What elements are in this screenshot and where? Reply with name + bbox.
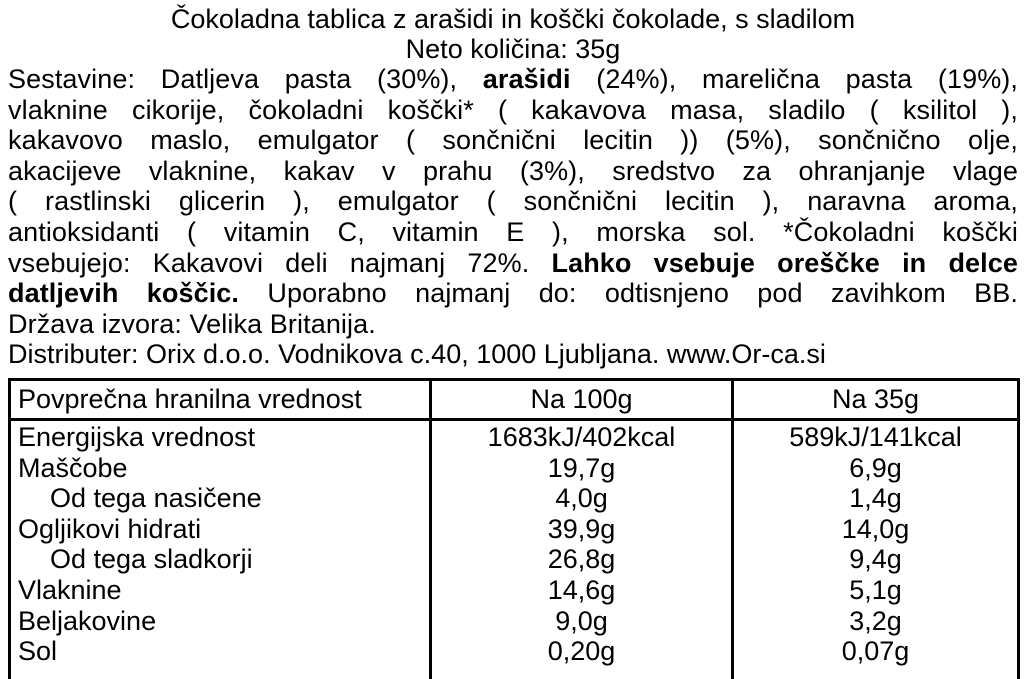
value-per-100g: 4,0g — [555, 483, 608, 514]
table-row — [8, 544, 1020, 575]
allergen-highlight: arašidi — [482, 64, 571, 94]
ingredients-text — [8, 64, 1018, 339]
nutrient-name: Energijska vrednost — [18, 422, 256, 452]
column-header-nutrient: Povprečna hranilna vrednost — [18, 384, 362, 414]
table-row — [8, 453, 1020, 484]
value-per-100g: 26,8g — [547, 544, 616, 575]
table-row — [8, 606, 1020, 637]
table-row — [8, 514, 1020, 545]
column-header-per-100g: Na 100g — [530, 384, 633, 414]
value-per-35g: 9,4g — [849, 544, 902, 575]
ingredients-line — [8, 248, 1018, 279]
value-per-100g: 19,7g — [547, 452, 616, 483]
product-title: Čokoladna tablica z arašidi in koščki čokolade, s sladilom — [170, 4, 856, 34]
nutrient-name: Beljakovine — [18, 605, 157, 636]
ingredients-line: antioksidanti ( vitamin C, vitamin E ), morska sol. *Čokoladni koščki — [8, 216, 1018, 247]
nutrient-name: Od tega sladkorji — [50, 544, 253, 575]
value-per-35g: 5,1g — [849, 574, 902, 605]
column-header-per-35g: Na 35g — [831, 384, 920, 414]
ingredients-line: vlaknine cikorije, čokoladni koščki* ( kakavova masa, sladilo ( ksilitol ), — [8, 94, 1018, 125]
product-label — [8, 4, 1018, 369]
nutrient-name: Vlaknine — [18, 574, 122, 605]
ingredients-segment: Uporabno najmanj do: odtisnjeno pod zavihkom BB. — [239, 278, 1018, 309]
value-per-35g: 589kJ/141kcal — [789, 422, 962, 452]
table-body — [8, 422, 1020, 667]
value-per-100g: 9,0g — [555, 605, 608, 636]
ingredients-line — [8, 278, 1018, 309]
ingredients-segment: Sestavine: Datljeva pasta (30%), — [8, 64, 483, 94]
ingredients-segment: (24%), marelična pasta (19%), — [570, 64, 1018, 94]
ingredients-segment: vsebujejo: Kakavovi deli najmanj 72%. — [8, 247, 552, 278]
ingredients-line: ( rastlinski glicerin ), emulgator ( sončnični lecitin ), naravna aroma, — [8, 186, 1018, 217]
nutrient-name: Od tega nasičene — [50, 483, 262, 514]
value-per-35g: 1,4g — [849, 483, 902, 514]
nutrient-name: Sol — [18, 636, 58, 667]
ingredients-line — [8, 64, 1018, 95]
ingredients-line: kakavovo maslo, emulgator ( sončnični lecitin )) (5%), sončnično olje, — [8, 125, 1018, 156]
value-per-100g: 1683kJ/402kcal — [487, 422, 676, 452]
value-per-35g: 0,07g — [841, 636, 910, 667]
value-per-100g: 0,20g — [547, 636, 616, 667]
value-per-100g: 39,9g — [547, 513, 616, 544]
nutrition-table — [8, 378, 1020, 679]
nutrient-name: Ogljikovi hidrati — [18, 513, 202, 544]
table-row — [8, 483, 1020, 514]
table-row — [8, 575, 1020, 606]
table-row — [8, 422, 1020, 453]
country-of-origin: Država izvora: Velika Britanija. — [8, 308, 376, 339]
net-quantity: Neto količina: 35g — [405, 34, 621, 64]
distributor-info: Distributer: Orix d.o.o. Vodnikova c.40, 1000 Ljubljana. www.Or-ca.si — [8, 339, 826, 370]
ingredients-line: akacijeve vlaknine, kakav v prahu (3%), sredstvo za ohranjanje vlage — [8, 155, 1018, 186]
value-per-100g: 14,6g — [547, 574, 616, 605]
value-per-35g: 14,0g — [841, 513, 910, 544]
table-header-row — [8, 381, 1020, 421]
table-row — [8, 636, 1020, 667]
allergen-warning: datljevih koščic. — [8, 278, 240, 309]
value-per-35g: 6,9g — [849, 452, 902, 483]
nutrient-name: Maščobe — [18, 452, 128, 483]
allergen-warning: Lahko vsebuje oreščke in delce — [551, 247, 1018, 278]
value-per-35g: 3,2g — [849, 605, 902, 636]
